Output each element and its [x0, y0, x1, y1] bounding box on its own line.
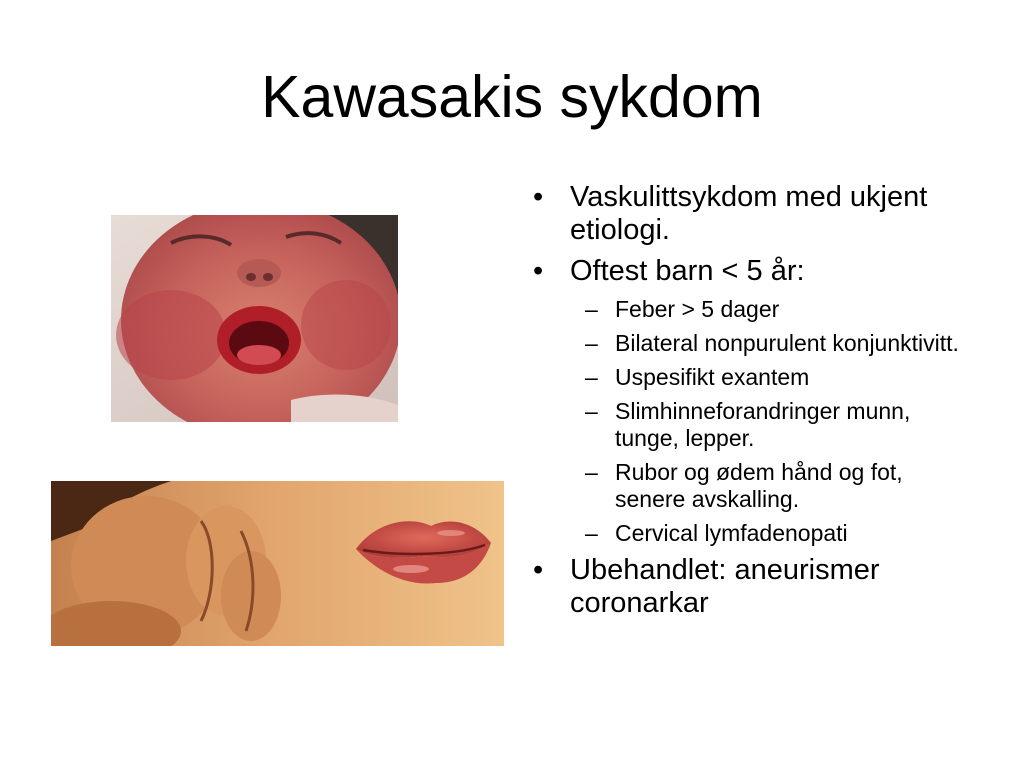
sub-bullet-item	[527, 364, 967, 391]
bullet-list	[527, 181, 967, 628]
dash-marker: –	[585, 364, 598, 390]
sub-bullet-text: Bilateral nonpurulent konjunktivitt.	[615, 330, 959, 356]
sub-bullet-item	[527, 520, 967, 547]
sub-bullet-text: Uspesifikt exantem	[615, 364, 810, 390]
sub-bullet-item	[527, 296, 967, 323]
bullet-item	[527, 554, 967, 620]
infant-face-photo	[111, 215, 398, 422]
bullet-text: Oftest barn < 5 år:	[570, 255, 805, 287]
bullet-text: Ubehandlet: aneurismer coronarkar	[570, 554, 880, 619]
sub-bullet-text: Cervical lymfadenopati	[615, 520, 848, 546]
sub-bullet-text: Feber > 5 dager	[615, 296, 780, 322]
bullet-item	[527, 255, 967, 288]
dash-marker: –	[585, 296, 598, 322]
sub-bullet-item	[527, 459, 967, 513]
sub-bullet-list	[527, 296, 967, 547]
dash-marker: –	[585, 459, 598, 485]
dash-marker: –	[585, 330, 598, 356]
sub-bullet-item	[527, 398, 967, 452]
bullet-marker: •	[533, 181, 544, 213]
sub-bullet-item	[527, 330, 967, 357]
dash-marker: –	[585, 398, 598, 424]
bullet-item	[527, 181, 967, 247]
bullet-marker: •	[533, 554, 544, 586]
sub-bullet-text: Rubor og ødem hånd og fot, senere avskalling.	[615, 459, 903, 512]
slide-title: Kawasakis sykdom	[261, 64, 763, 130]
hand-lips-photo	[51, 481, 504, 646]
dash-marker: –	[585, 520, 598, 546]
sub-bullet-text: Slimhinneforandringer munn, tunge, lepper.	[615, 398, 911, 451]
bullet-marker: •	[533, 255, 544, 287]
bullet-text: Vaskulittsykdom med ukjent etiologi.	[570, 181, 928, 246]
